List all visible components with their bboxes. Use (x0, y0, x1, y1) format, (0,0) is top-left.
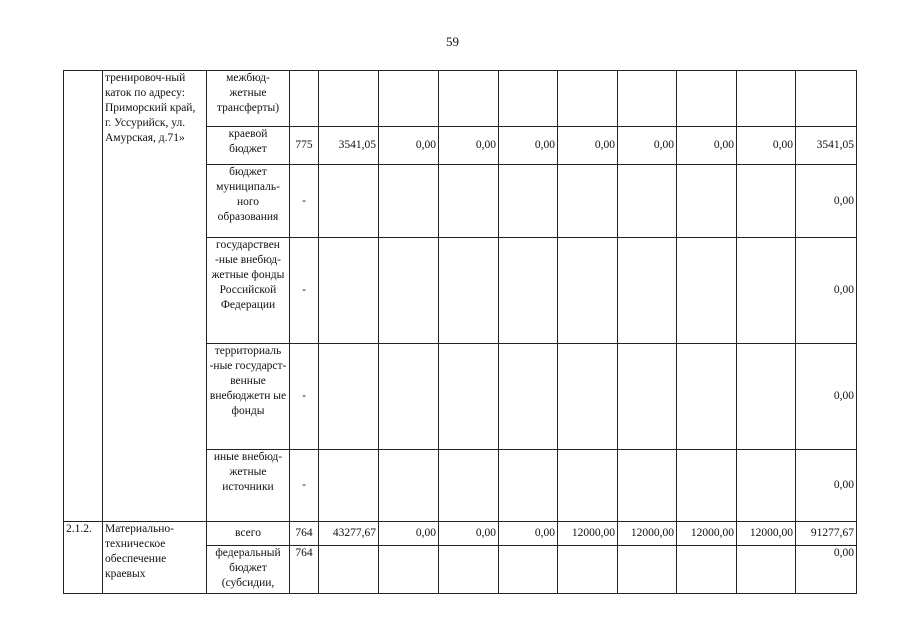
value-cell (618, 344, 677, 450)
value-cell: 0,00 (558, 127, 618, 165)
budget-table (63, 70, 857, 594)
value-cell (319, 165, 379, 238)
source-label-cell: всего (207, 522, 290, 546)
value-cell: 0,00 (796, 546, 857, 594)
code-cell: - (290, 450, 319, 522)
value-cell: 12000,00 (737, 522, 796, 546)
value-cell (618, 546, 677, 594)
code-cell: - (290, 238, 319, 344)
source-label-cell: федеральный бюджет (субсидии, (207, 546, 290, 594)
value-cell: 12000,00 (677, 522, 737, 546)
value-cell (499, 450, 558, 522)
value-cell (618, 450, 677, 522)
value-cell (677, 450, 737, 522)
value-cell: 0,00 (379, 127, 439, 165)
value-cell: 3541,05 (319, 127, 379, 165)
value-cell (558, 450, 618, 522)
value-cell (439, 450, 499, 522)
value-cell (319, 344, 379, 450)
source-label-cell: бюджет муниципаль-ного образования (207, 165, 290, 238)
code-cell (290, 71, 319, 127)
value-cell (558, 546, 618, 594)
value-cell (737, 238, 796, 344)
value-cell (677, 71, 737, 127)
value-cell (439, 344, 499, 450)
value-cell (737, 165, 796, 238)
value-cell (796, 71, 857, 127)
table-row (64, 522, 857, 546)
value-cell (677, 546, 737, 594)
source-label-cell: государствен -ные внебюд-жетные фонды Российской Федерации (207, 238, 290, 344)
row-name-cell: Материально-техническое обеспечение краевых (103, 522, 207, 594)
code-cell: 764 (290, 522, 319, 546)
value-cell (677, 344, 737, 450)
code-cell: 764 (290, 546, 319, 594)
source-label-cell: территориаль -ные государст-венные внебюджетн ые фонды (207, 344, 290, 450)
value-cell (439, 546, 499, 594)
value-cell: 12000,00 (558, 522, 618, 546)
value-cell: 0,00 (499, 127, 558, 165)
value-cell (618, 238, 677, 344)
value-cell (319, 71, 379, 127)
row-number-cell: 2.1.2. (64, 522, 103, 594)
value-cell: 43277,67 (319, 522, 379, 546)
value-cell (319, 450, 379, 522)
value-cell: 0,00 (677, 127, 737, 165)
value-cell (737, 344, 796, 450)
value-cell (618, 165, 677, 238)
code-cell: - (290, 165, 319, 238)
value-cell: 0,00 (796, 344, 857, 450)
value-cell (737, 546, 796, 594)
value-cell: 0,00 (796, 450, 857, 522)
row-number-cell (64, 71, 103, 522)
value-cell (439, 71, 499, 127)
code-cell: - (290, 344, 319, 450)
page-number: 59 (446, 34, 459, 49)
source-label-cell: иные внебюд-жетные источники (207, 450, 290, 522)
value-cell (439, 165, 499, 238)
value-cell (379, 238, 439, 344)
value-cell (319, 546, 379, 594)
value-cell: 0,00 (439, 127, 499, 165)
table-row (64, 71, 857, 127)
value-cell (558, 344, 618, 450)
value-cell: 0,00 (796, 238, 857, 344)
value-cell (319, 238, 379, 344)
value-cell: 12000,00 (618, 522, 677, 546)
value-cell: 91277,67 (796, 522, 857, 546)
value-cell (499, 238, 558, 344)
value-cell (499, 344, 558, 450)
value-cell (379, 165, 439, 238)
value-cell (379, 71, 439, 127)
code-cell: 775 (290, 127, 319, 165)
value-cell (558, 71, 618, 127)
value-cell (677, 238, 737, 344)
value-cell (379, 344, 439, 450)
value-cell: 0,00 (737, 127, 796, 165)
source-label-cell: краевой бюджет (207, 127, 290, 165)
value-cell (677, 165, 737, 238)
value-cell: 0,00 (618, 127, 677, 165)
value-cell (618, 71, 677, 127)
value-cell (439, 238, 499, 344)
value-cell: 0,00 (796, 165, 857, 238)
value-cell (558, 238, 618, 344)
value-cell (499, 165, 558, 238)
value-cell: 3541,05 (796, 127, 857, 165)
value-cell (499, 71, 558, 127)
value-cell (379, 450, 439, 522)
value-cell (558, 165, 618, 238)
value-cell: 0,00 (379, 522, 439, 546)
row-name-cell: тренировоч-ный каток по адресу: Приморский край, г. Уссурийск, ул. Амурская, д.71» (103, 71, 207, 522)
value-cell (499, 546, 558, 594)
value-cell (379, 546, 439, 594)
value-cell: 0,00 (499, 522, 558, 546)
value-cell: 0,00 (439, 522, 499, 546)
value-cell (737, 450, 796, 522)
source-label-cell: межбюд-жетные трансферты) (207, 71, 290, 127)
value-cell (737, 71, 796, 127)
